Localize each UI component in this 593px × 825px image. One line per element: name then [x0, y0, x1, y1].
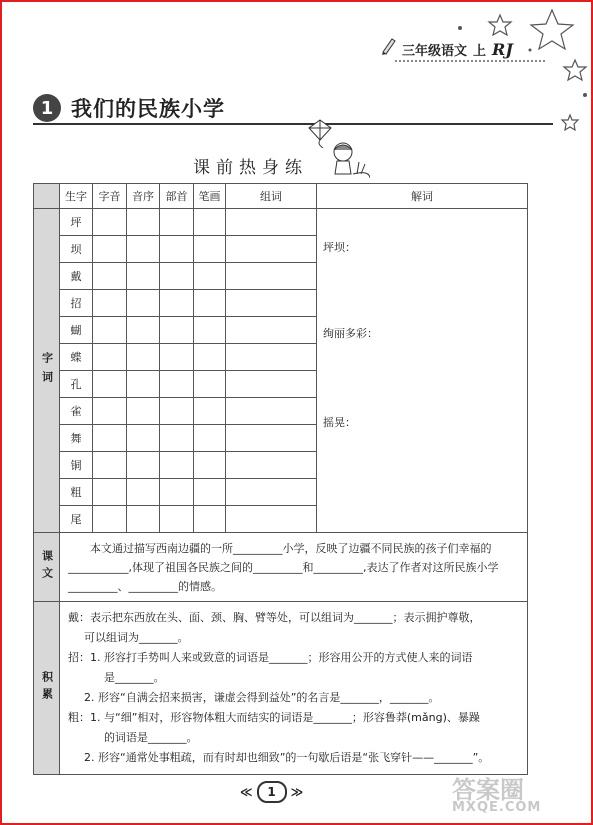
answer-cell[interactable]: [160, 344, 194, 371]
answer-cell[interactable]: [194, 317, 226, 344]
character-cell: 尾: [60, 506, 93, 533]
answer-cell[interactable]: [194, 506, 226, 533]
answer-cell[interactable]: [127, 398, 160, 425]
child-illustration: [325, 140, 370, 180]
page-number-ornament: ≪ 1 ≫: [240, 781, 303, 803]
character-cell: 戴: [60, 263, 93, 290]
answer-cell[interactable]: [226, 236, 317, 263]
section-label-accumulate: 积累: [34, 602, 60, 775]
edition: RJ: [492, 40, 513, 59]
pencil-icon: [380, 37, 396, 55]
answer-cell[interactable]: [226, 317, 317, 344]
acc-line[interactable]: 粗：1. 与“细”相对，形容物体粗大而结实的词语是_______；形容鲁莽(mǎng)、暴躁: [68, 711, 480, 724]
acc-line[interactable]: 的词语是_______。: [104, 731, 198, 744]
lesson-title: 我们的民族小学: [71, 97, 225, 121]
character-cell: 粗: [60, 479, 93, 506]
character-cell: 蝴: [60, 317, 93, 344]
answer-cell[interactable]: [226, 344, 317, 371]
answer-cell[interactable]: [93, 344, 127, 371]
accumulation-block: [60, 602, 528, 775]
col-header: 生字: [60, 184, 93, 209]
character-cell: 雀: [60, 398, 93, 425]
answer-cell[interactable]: [194, 371, 226, 398]
acc-line[interactable]: 是_______。: [104, 671, 165, 684]
answer-cell[interactable]: [93, 398, 127, 425]
acc-line[interactable]: 2. 形容“自满会招来损害，谦虚会得到益处”的名言是_______，_______。: [84, 691, 440, 704]
answer-cell[interactable]: [127, 263, 160, 290]
answer-cell[interactable]: [226, 452, 317, 479]
answer-cell[interactable]: [127, 236, 160, 263]
answer-cell[interactable]: [160, 506, 194, 533]
answer-cell[interactable]: [226, 479, 317, 506]
answer-cell[interactable]: [127, 506, 160, 533]
side-blank: [34, 184, 60, 209]
lesson-underline: [33, 123, 553, 125]
answer-cell[interactable]: [226, 506, 317, 533]
answer-cell[interactable]: [160, 317, 194, 344]
volume: 上: [473, 44, 487, 59]
answer-cell[interactable]: [194, 479, 226, 506]
explain-term: 摇晃：: [323, 416, 356, 429]
page-number: 1: [257, 781, 287, 803]
acc-line[interactable]: 2. 形容“通常处事粗疏，而有时却也细致”的一句歇后语是“张飞穿针——_______”。: [84, 751, 490, 764]
answer-cell[interactable]: [160, 290, 194, 317]
section-label-text: 课文: [34, 533, 60, 602]
answer-cell[interactable]: [93, 317, 127, 344]
character-cell: 招: [60, 290, 93, 317]
col-header: 部首: [160, 184, 194, 209]
header: [402, 40, 513, 59]
answer-cell[interactable]: [127, 317, 160, 344]
answer-cell[interactable]: [194, 452, 226, 479]
character-cell: 孔: [60, 371, 93, 398]
answer-cell[interactable]: [194, 263, 226, 290]
lesson-number: 1: [33, 94, 61, 122]
answer-cell[interactable]: [93, 290, 127, 317]
answer-cell[interactable]: [226, 425, 317, 452]
answer-cell[interactable]: [160, 236, 194, 263]
text-summary-paragraph[interactable]: 本文通过描写西南边疆的一所_________小学，反映了边疆不同民族的孩子们幸福的___________,体现了祖国各民族之间的_________和_________,表达了作者对这所民族小学_________、_________的情感。: [60, 533, 528, 602]
character-cell: 铜: [60, 452, 93, 479]
answer-cell[interactable]: [226, 398, 317, 425]
answer-cell[interactable]: [93, 236, 127, 263]
word-explanation-cell[interactable]: [317, 209, 528, 533]
lesson-heading: [33, 93, 225, 123]
character-cell: 坪: [60, 209, 93, 236]
col-header: 音序: [127, 184, 160, 209]
answer-cell[interactable]: [127, 290, 160, 317]
col-header: 解词: [317, 184, 528, 209]
answer-cell[interactable]: [93, 425, 127, 452]
answer-cell[interactable]: [160, 371, 194, 398]
star-decoration: [440, 0, 590, 140]
explain-term: 坪坝：: [323, 241, 356, 254]
answer-cell[interactable]: [226, 209, 317, 236]
answer-cell[interactable]: [226, 263, 317, 290]
watermark-logo: 答案圈: [452, 776, 524, 804]
answer-cell[interactable]: [93, 452, 127, 479]
watermark-url: MXQE.COM: [452, 800, 542, 815]
answer-cell[interactable]: [127, 371, 160, 398]
answer-cell[interactable]: [127, 452, 160, 479]
answer-cell[interactable]: [226, 290, 317, 317]
explain-term: 绚丽多彩：: [323, 327, 378, 340]
col-header: 字音: [93, 184, 127, 209]
answer-cell[interactable]: [194, 290, 226, 317]
warmup-title: 课前热身练: [193, 158, 308, 178]
character-cell: 蝶: [60, 344, 93, 371]
answer-cell[interactable]: [160, 398, 194, 425]
answer-cell[interactable]: [160, 209, 194, 236]
answer-cell[interactable]: [93, 263, 127, 290]
answer-cell[interactable]: [93, 209, 127, 236]
header-underline: [395, 60, 545, 62]
grade-subject: 三年级语文: [402, 44, 468, 59]
answer-cell[interactable]: [93, 371, 127, 398]
answer-cell[interactable]: [93, 479, 127, 506]
answer-cell[interactable]: [127, 425, 160, 452]
answer-cell[interactable]: [127, 344, 160, 371]
answer-cell[interactable]: [160, 452, 194, 479]
answer-cell[interactable]: [127, 209, 160, 236]
acc-line[interactable]: 招：1. 形容打手势叫人来或致意的词语是_______；形容用公开的方式使人来的词语: [68, 651, 473, 664]
acc-line[interactable]: 戴：表示把东西放在头、面、颈、胸、臂等处，可以组词为_______；表示拥护尊敬，: [68, 611, 481, 624]
character-cell: 舞: [60, 425, 93, 452]
answer-cell[interactable]: [160, 425, 194, 452]
character-cell: 坝: [60, 236, 93, 263]
section-label-words: 字词: [34, 209, 60, 533]
answer-cell[interactable]: [194, 344, 226, 371]
col-header: 组词: [226, 184, 317, 209]
answer-cell[interactable]: [160, 479, 194, 506]
answer-cell[interactable]: [194, 209, 226, 236]
answer-cell[interactable]: [160, 263, 194, 290]
vocab-table: [33, 183, 528, 775]
col-header: 笔画: [194, 184, 226, 209]
answer-cell[interactable]: [194, 398, 226, 425]
answer-cell[interactable]: [226, 371, 317, 398]
answer-cell[interactable]: [93, 506, 127, 533]
acc-line[interactable]: 可以组词为_______。: [84, 631, 189, 644]
answer-cell[interactable]: [194, 236, 226, 263]
answer-cell[interactable]: [127, 479, 160, 506]
answer-cell[interactable]: [194, 425, 226, 452]
